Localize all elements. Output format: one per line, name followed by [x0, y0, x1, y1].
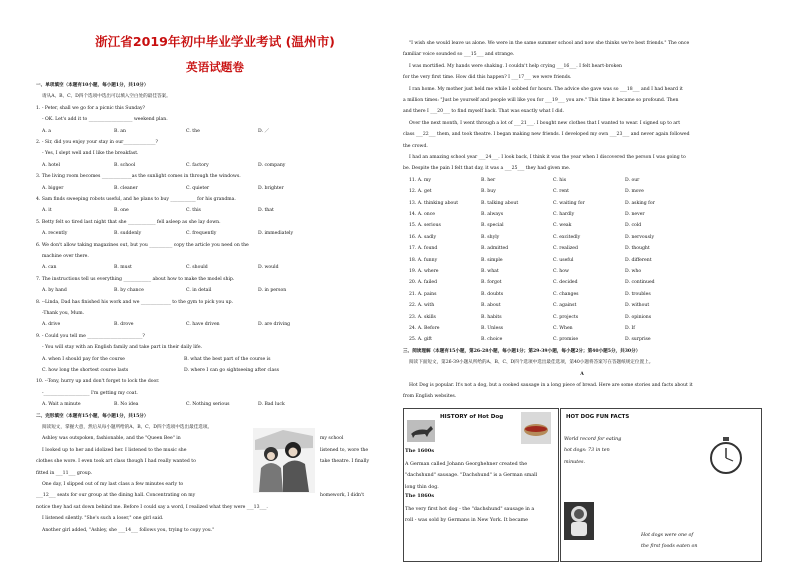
left-lines-line	[36, 262, 394, 273]
option-label: 18. A. funny	[409, 257, 438, 263]
option-label: A. can	[42, 265, 57, 271]
line-text: I was mortified. My hands were shaking. I couldn't help crying ___16___. I felt heart-broken	[409, 63, 623, 69]
line-text: -Thank you, Mum.	[42, 311, 85, 316]
option-label: B. Unless	[481, 326, 504, 331]
line-text: familiar voice sounded so ___15___ and strange.	[403, 52, 515, 58]
option-label: B. forgot	[481, 280, 502, 286]
option-label: A. it	[42, 208, 52, 214]
right-lines-line	[403, 220, 761, 231]
line-text: -____________________ I'm getting my coat.	[42, 390, 138, 396]
option-label: A. a	[42, 128, 51, 134]
right-lines-line	[403, 152, 767, 163]
left-lines-line	[36, 468, 248, 479]
option-label: B. drove	[114, 322, 134, 328]
option-label: D. without	[625, 303, 650, 309]
line-text: 10. --Tony, hurry up and don't forget to lock the door.	[36, 379, 160, 385]
right-lines-line	[403, 300, 761, 311]
left-lines-line	[36, 342, 400, 353]
right-lines-line	[403, 61, 767, 72]
option-label: C. should	[186, 265, 208, 271]
line-text: Ashley was outspoken, fashionable, and the "Queen Bee" in	[42, 436, 181, 442]
box-text-line: Hot dogs were one of	[641, 533, 694, 538]
option-label: 14. A. once	[409, 212, 436, 217]
option-label: C. have driven	[186, 322, 220, 328]
option-label: C. factory	[186, 162, 209, 168]
option-label: 15. A. serious	[409, 223, 441, 229]
right-lines-line	[403, 289, 761, 300]
option-label: B. about	[481, 303, 501, 309]
option-label: C. his	[553, 177, 567, 183]
right-lines-line	[403, 72, 761, 83]
right-lines-line	[403, 391, 761, 402]
left-lines-line	[36, 445, 254, 456]
option-label: B. suddenly	[114, 231, 142, 237]
left-lines-line	[36, 365, 394, 376]
option-label: D. surprise	[625, 337, 651, 343]
box-text-line: World record for eating	[564, 437, 622, 442]
right-lines-line	[403, 118, 767, 129]
box-text-line: hot dogs: 73 in ten	[564, 448, 610, 454]
history-1600-heading: The 1600s	[405, 448, 435, 454]
option-label: B. buy	[481, 189, 496, 195]
right-lines-line	[403, 106, 761, 117]
option-label: C. useful	[553, 257, 574, 263]
left-lines-line	[36, 251, 400, 262]
option-label: D. our	[625, 177, 640, 183]
option-label: D. company	[258, 162, 286, 168]
line-text: fitted in ___11___ group.	[36, 470, 93, 476]
line-text: 3. The living room becomes _____________as the sunlight comes in through the windows.	[36, 174, 241, 180]
right-lines-line	[403, 243, 761, 254]
line-text: 6. We don't allow taking magazines out, but you __________ copy the article you need on the	[36, 242, 249, 248]
left-lines-line	[36, 137, 394, 148]
option-label: C. decided	[553, 280, 578, 286]
left-lines-line	[36, 376, 394, 387]
line-text: 阅读短文，掌握大意，然后从每小题所给的A、B、C、D四个选项中选出最佳选项。	[42, 425, 213, 430]
option-label: B. choice	[481, 337, 503, 343]
line-text-right: my school	[320, 436, 344, 442]
option-label: D. that	[258, 208, 274, 214]
left-lines-line	[36, 228, 394, 239]
option-label: D. thought	[625, 246, 650, 252]
line-text: ___12___ seats for our group at the dining hall. Concentrating on my	[36, 493, 196, 499]
history-1860-heading: The 1860s	[405, 493, 435, 499]
option-label: B. habits	[481, 314, 502, 320]
option-label: D. If	[625, 326, 635, 331]
option-label: 21. A. pains	[409, 291, 437, 297]
left-lines-line	[36, 126, 394, 137]
option-label: C. how long the shortest course lasts	[42, 368, 129, 373]
line-text: - You will stay with an English family and take part in their daily life.	[42, 345, 203, 351]
right-lines-line	[403, 49, 761, 60]
option-label: B. school	[114, 162, 136, 168]
option-label: D. would	[258, 265, 279, 271]
option-label: C. changes	[553, 291, 579, 297]
option-label: B. talking about	[481, 200, 519, 206]
option-label: D. opinions	[625, 314, 652, 320]
exam-title: 浙江省2019年初中毕业学业考试 (温州市)	[95, 34, 335, 49]
box-text-line: the first foods eaten on	[641, 544, 698, 550]
left-lines-line	[36, 217, 394, 228]
line-text: One day, I slipped out of my last class a few minutes early to	[42, 482, 184, 487]
left-lines-line	[36, 399, 394, 410]
hotdog-icon	[521, 412, 551, 444]
line-text: be. Despite the pain I felt that day, it was a ___25___ they had given me.	[403, 166, 571, 172]
right-lines-line	[403, 255, 761, 266]
right-lines-line	[403, 38, 767, 49]
option-label: A. Wait a minute	[42, 402, 81, 408]
history-1860-text	[405, 504, 555, 527]
line-text: for the very first time. How did this happen? I ___17___ we were friends.	[403, 75, 572, 81]
line-text: I had an amazing school year ___24___. I look back, I think it was the year when I discovered the person I was going to	[409, 155, 686, 160]
option-label: B. an	[114, 128, 126, 134]
line-text: 4. Sam finds sweeping robots useful, and he plans to buy ___________ for his grandma.	[36, 197, 236, 202]
option-label: 20. A. failed	[409, 280, 438, 286]
line-text: and there I ___20___ to find myself back. That was exactly what I did.	[403, 109, 565, 115]
line-text: I looked up to her and idolized her. I listened to the music she	[42, 447, 187, 453]
option-label: 16. A. sadly	[409, 234, 437, 240]
line-text: Over the next month, I went through a lot of ___21___. I bought new clothes that I wanted to wear. I signed up to art	[409, 120, 681, 126]
option-label: 13. A. thinking about	[409, 200, 459, 206]
option-label: B. cleaner	[114, 185, 138, 191]
option-label: A. by hand	[42, 288, 67, 294]
line-text: Hot Dog is popular. It's not a dog, but a cooked sausage in a long piece of bread. Here are some stories and facts about it	[409, 383, 693, 388]
line-text: 7. The instructions tell us everything ____________ about how to make the model ship.	[36, 276, 235, 282]
option-label: B. what	[481, 269, 499, 274]
option-label: D. asking for	[625, 200, 655, 206]
option-label: C. hardly	[553, 212, 575, 217]
right-lines-line	[403, 380, 767, 391]
line-text: - OK. Let's add it to ___________________ weekend plan.	[42, 117, 168, 123]
option-label: C. how	[553, 269, 569, 274]
line-text: 9. - Could you tell me ________________________?	[36, 333, 145, 339]
girls-illustration	[253, 428, 315, 493]
option-label: C. frequently	[186, 231, 217, 237]
option-label: A. when I should pay for the course	[42, 356, 125, 362]
option-label: D. are driving	[258, 322, 291, 328]
box-text-line: long thin dog.	[405, 484, 439, 490]
option-label: C. rent	[553, 189, 569, 195]
right-lines-line	[403, 323, 761, 334]
option-label: B. by chance	[114, 288, 144, 294]
line-text: - Yes, I slept well and I like the breakfast.	[42, 151, 139, 157]
right-lines-line	[403, 312, 761, 323]
box-text-line: minutes.	[564, 459, 586, 465]
option-label: D. immediately	[258, 231, 294, 237]
right-lines-line	[403, 334, 761, 345]
option-label: D. troubles	[625, 291, 651, 297]
left-lines-line	[36, 80, 394, 91]
line-text: 请从A、B、C、D四个选项中选出可以填入空白处的最佳答案。	[42, 94, 171, 100]
left-lines-line	[36, 502, 394, 513]
option-label: C. waiting for	[553, 200, 585, 206]
dachshund-icon	[407, 420, 435, 442]
option-label: D. Bad luck	[258, 402, 285, 408]
option-label: C. Nothing serious	[186, 402, 230, 408]
left-lines-line	[36, 479, 254, 490]
left-lines-line	[36, 525, 400, 536]
right-lines-line	[403, 198, 761, 209]
option-label: C. excitedly	[553, 234, 581, 240]
option-label: C. weak	[553, 223, 572, 229]
line-text: from English websites.	[403, 394, 457, 400]
line-text: 一、单项填空（本题有10小题，每小题1分，共10分）	[36, 83, 149, 88]
option-label: B. admitted	[481, 246, 509, 252]
option-label: A. bigger	[42, 185, 64, 191]
line-text: clothes she wore. I even took art class though I had really wanted to	[36, 459, 196, 465]
history-1600-text	[405, 459, 555, 493]
left-lines-line	[36, 388, 400, 399]
right-lines-line	[403, 141, 761, 152]
left-lines-line	[36, 183, 394, 194]
left-lines-line	[36, 411, 394, 422]
option-label: C. in detail	[186, 288, 212, 294]
line-text: 阅读下面短文，第26-39小题从所给的A、B、C、D四个选项中选出最佳选项，第40小题将答案写在答题纸规定位置上。	[409, 360, 654, 366]
option-label: 11. A. my	[409, 177, 431, 183]
option-label: B. must	[114, 265, 132, 271]
left-lines-line	[36, 513, 400, 524]
left-lines-line	[36, 456, 248, 467]
line-text: 2. - Sir, did you enjoy your stay in our______________?	[36, 140, 158, 145]
left-lines-line	[36, 490, 248, 501]
right-lines-line	[403, 357, 767, 368]
left-lines-line	[36, 194, 394, 205]
left-lines-line	[36, 240, 394, 251]
fact-record-text	[564, 434, 644, 468]
left-lines-line	[36, 171, 394, 182]
right-lines-line	[403, 84, 767, 95]
box-text-line: A German called Johann Georghehner created the	[405, 462, 528, 467]
astronaut-icon	[564, 502, 594, 540]
option-label: D. in person	[258, 288, 287, 294]
right-lines-line	[403, 163, 761, 174]
facts-title: HOT DOG FUN FACTS	[566, 414, 630, 420]
left-lines-line	[36, 308, 400, 319]
left-lines-line	[36, 205, 394, 216]
left-lines-line	[36, 433, 254, 444]
left-lines-line	[36, 114, 400, 125]
fact-space-text	[641, 530, 759, 553]
option-label: C. realized	[553, 246, 578, 252]
line-text: Another girl added, "Ashley, she ___14___ follows you, trying to copy you."	[42, 527, 215, 533]
option-label: D. who	[625, 269, 642, 274]
option-label: D. continued	[625, 280, 655, 286]
option-label: 23. A. skills	[409, 314, 436, 320]
option-label: B. shyly	[481, 234, 500, 240]
option-label: 12. A. get	[409, 189, 432, 195]
option-label: C. quieter	[186, 185, 210, 191]
exam-subtitle: 英语试题卷	[186, 60, 244, 74]
line-text-right: take theatre. I finally	[320, 459, 370, 465]
line-text: 5. Betty felt so tired last night that she ____________ fell asleep as she lay down.	[36, 219, 221, 225]
option-label: C. promise	[553, 337, 579, 343]
option-label: B. No idea	[114, 402, 139, 408]
option-label: A. recently	[42, 231, 68, 237]
line-text: notice they had sat down behind me. Before I could say a word, I realized what they were ___13___.	[36, 504, 268, 510]
option-label: D. brighter	[258, 185, 284, 191]
right-lines-line	[403, 266, 761, 277]
option-label: C. When	[553, 326, 573, 331]
left-lines-line	[36, 148, 400, 159]
line-text: machine over there.	[42, 254, 89, 259]
option-label: C. projects	[553, 314, 579, 320]
line-text: 1. - Peter, shall we go for a picnic this Sunday?	[36, 105, 146, 111]
line-text: 三、阅读理解（本题有15小题，第26-28小题，每小题1分；第29-39小题，每小题2分；第40小题5分，共30分）	[403, 348, 641, 354]
line-text: 二、完形填空（本题有15小题，每小题1分，共15分）	[36, 413, 149, 419]
line-text-right: homework, I didn't	[320, 493, 365, 499]
left-lines-line	[36, 103, 394, 114]
right-lines-line	[403, 186, 761, 197]
option-label: B. special	[481, 223, 504, 229]
option-label: B. what the best part of the course is	[184, 356, 271, 362]
option-label: D. nervously	[625, 234, 655, 240]
left-lines-line	[36, 285, 394, 296]
box-text-line: "dachshund" sausage. "Dachshund" is a German small	[405, 473, 538, 479]
option-label: D. different	[625, 257, 652, 263]
line-text: 8. --Linda, Dad has finished his work and we _____________ to the gym to pick you up.	[36, 299, 234, 305]
right-lines-line	[403, 209, 761, 220]
line-text: a million times: "Just be yourself and people will like you for ___19___ you are." This time it became so profound. Then	[403, 98, 679, 103]
option-label: 25. A. gift	[409, 337, 432, 343]
box-text-line: The very first hot dog - the "dachshund" sausage in a	[405, 507, 535, 512]
line-text: the crowd.	[403, 143, 428, 149]
left-lines-line	[36, 297, 394, 308]
line-text-right: listened to, wore the	[320, 447, 369, 453]
right-lines-line	[403, 175, 761, 186]
left-lines-line	[36, 331, 394, 342]
option-label: B. her	[481, 177, 496, 183]
line-text: I ran home. My mother just held me while I sobbed for hours. The advice she gave was so ___18___ and I had heard it	[409, 86, 683, 92]
option-label: B. always	[481, 212, 504, 217]
option-label: D. cold	[625, 223, 642, 229]
left-lines-line	[36, 422, 400, 433]
left-lines-line	[36, 91, 400, 102]
right-lines-line	[403, 232, 761, 243]
option-label: C. against	[553, 303, 577, 309]
option-label: B. doubts	[481, 291, 504, 297]
option-label: 22. A. with	[409, 303, 435, 309]
option-label: A. hotel	[42, 162, 60, 168]
left-lines-line	[36, 319, 394, 330]
option-label: D. where I can go sightseeing after class	[184, 368, 279, 373]
option-label: D. move	[625, 189, 644, 195]
option-label: D. ／	[258, 128, 270, 134]
right-lines-line	[403, 95, 761, 106]
right-lines-line	[403, 277, 761, 288]
right-lines-line	[403, 346, 761, 357]
option-label: 24. A. Before	[409, 326, 440, 331]
history-title: HISTORY of Hot Dog	[440, 414, 504, 420]
line-text: I listened silently. "She's such a loser," one girl said.	[42, 516, 164, 522]
option-label: C. this	[186, 208, 201, 214]
stopwatch-icon	[708, 436, 744, 476]
box-text-line: roll - was sold by Germans in New York. It became	[405, 518, 528, 524]
left-lines-line	[36, 274, 394, 285]
right-lines-line	[403, 369, 761, 380]
left-lines-line	[36, 160, 394, 171]
option-label: 17. A. found	[409, 246, 438, 252]
line-text: class ___22___ them, and took theatre. I began making new friends. I developed my own ___23___ and never again followed	[403, 132, 690, 138]
line-text: "I wish she would leave us alone. We were in the same summer school and now she thinks we're best friends." The once	[409, 41, 690, 46]
option-label: C. the	[186, 128, 200, 134]
option-label: 19. A. where	[409, 269, 439, 274]
left-lines-line	[36, 354, 394, 365]
right-lines-line	[403, 129, 761, 140]
option-label: B. simple	[481, 257, 503, 263]
option-label: B. one	[114, 208, 129, 214]
option-label: D. never	[625, 212, 645, 217]
line-text: A	[580, 371, 584, 377]
option-label: A. drive	[42, 322, 61, 328]
